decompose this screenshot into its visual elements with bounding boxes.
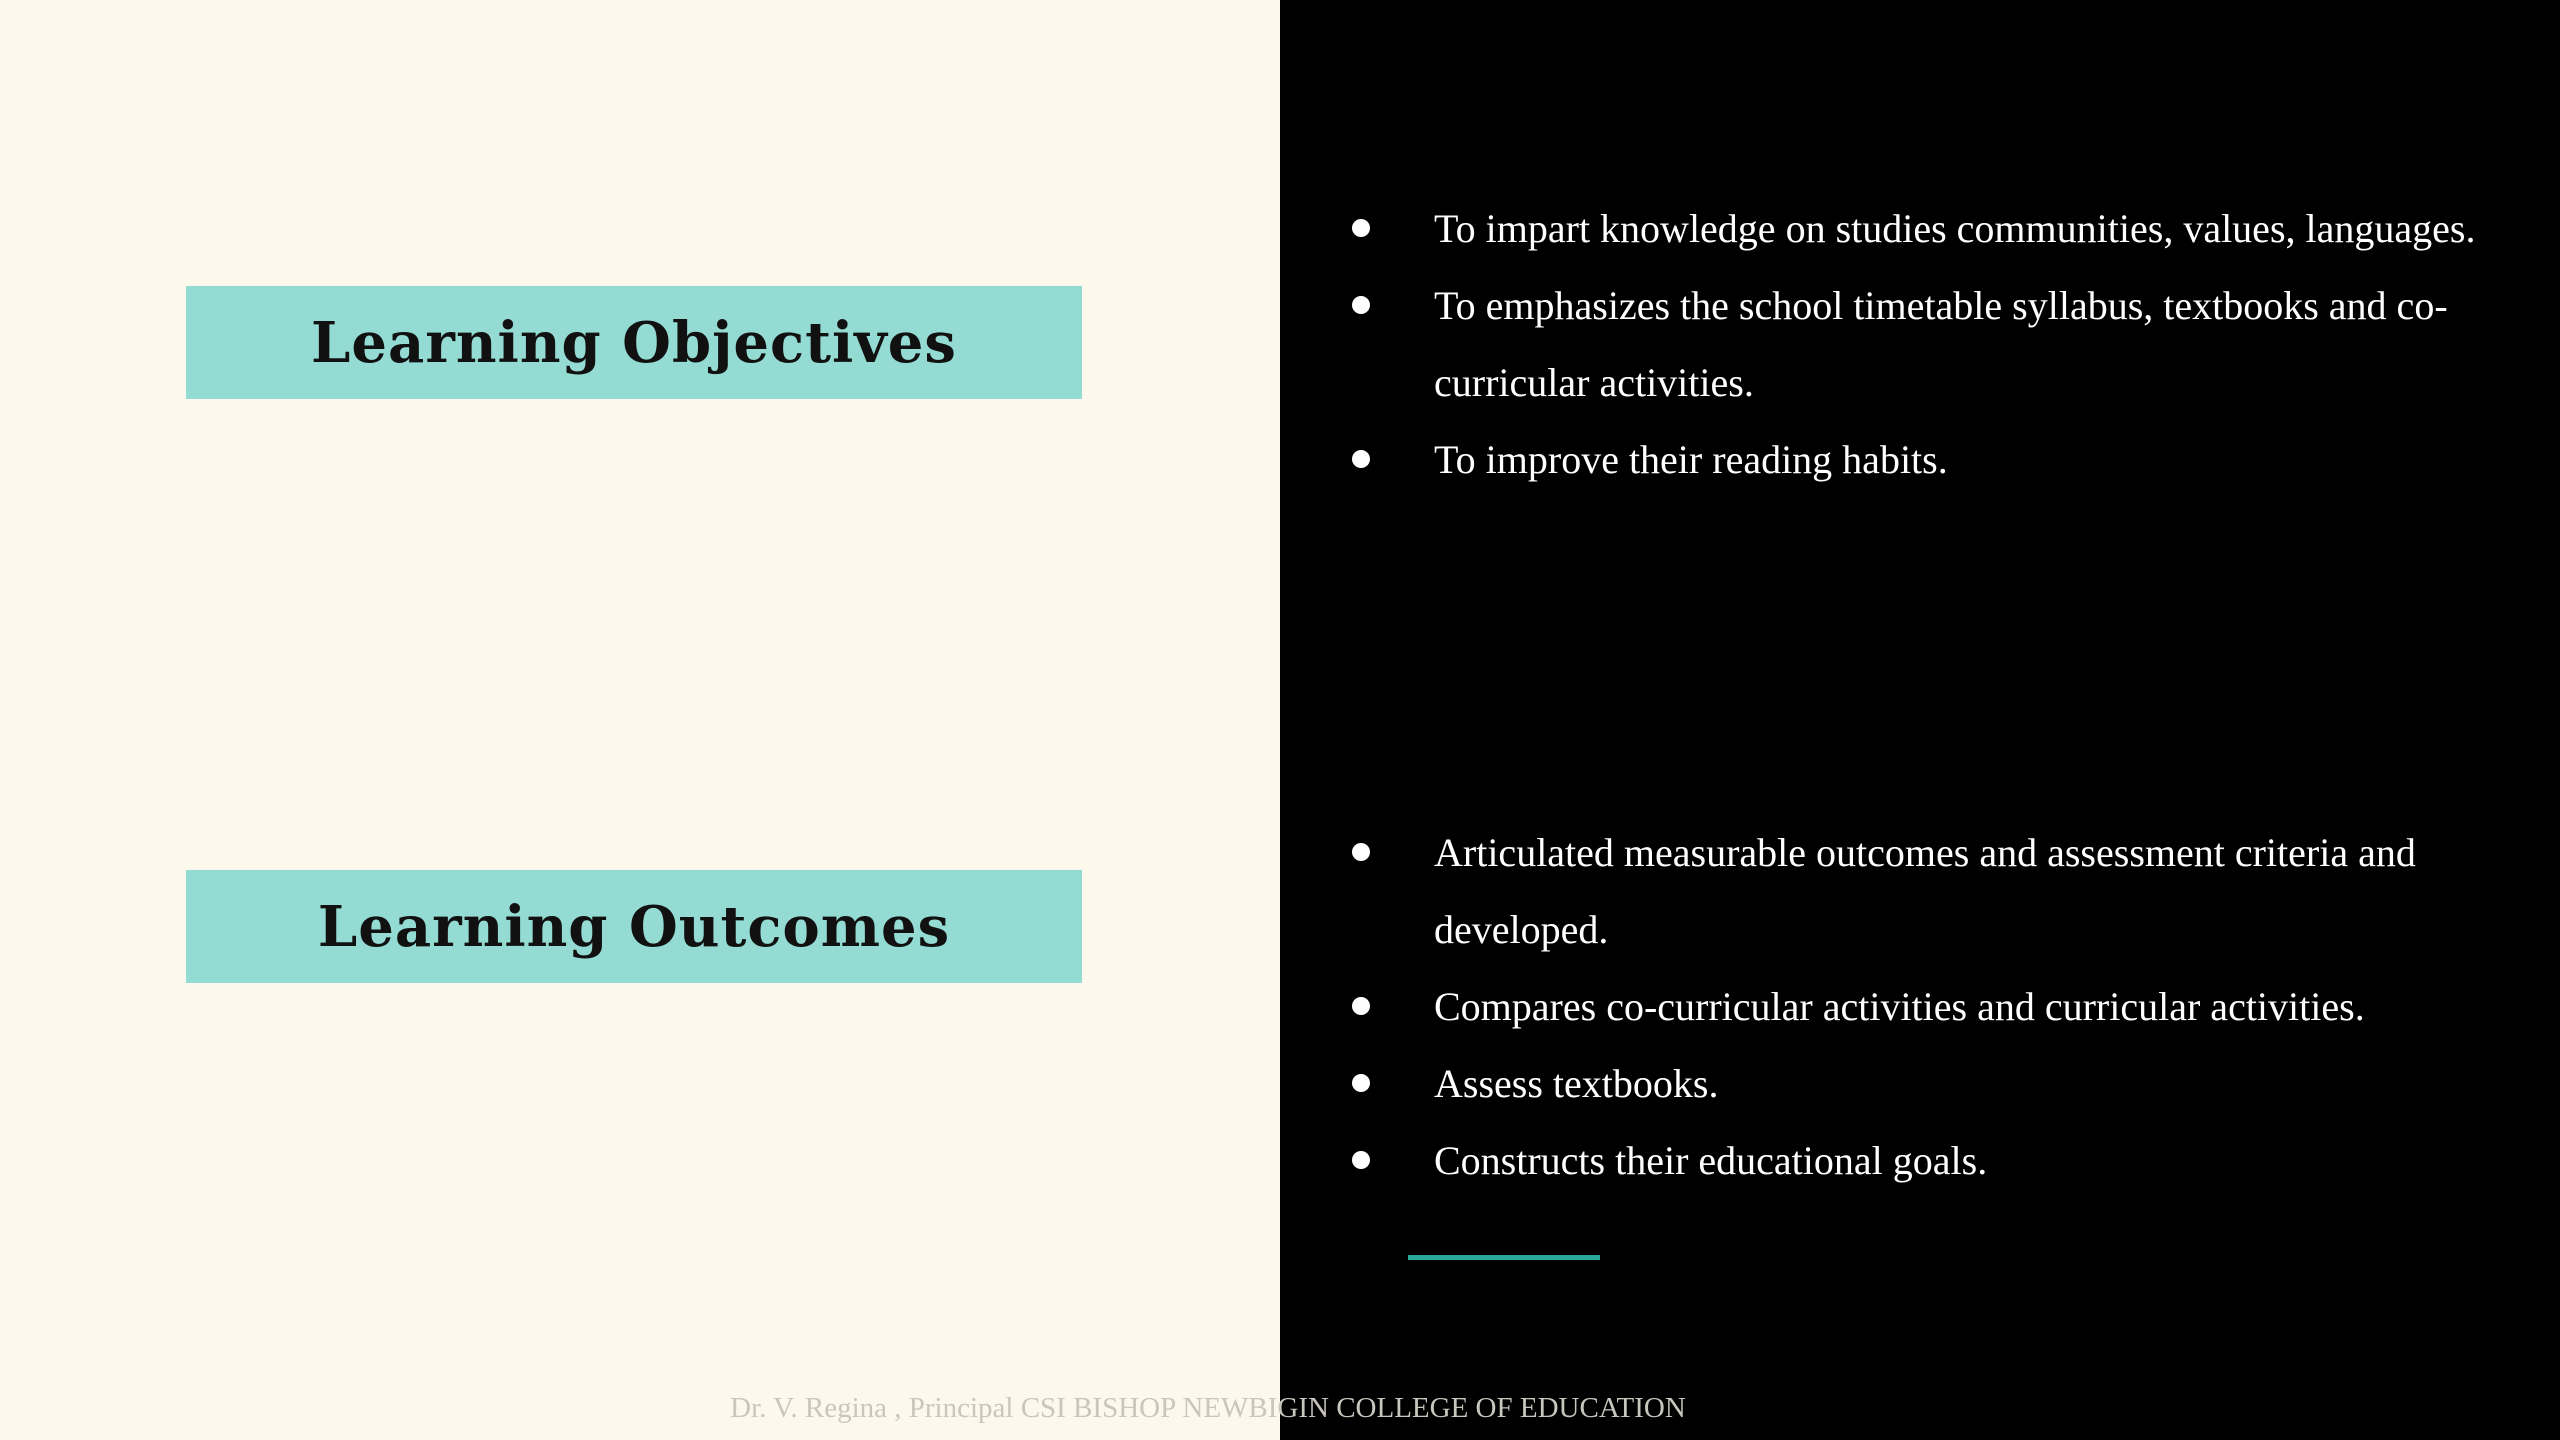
outcome-item — [1352, 1045, 2522, 1122]
bullet-icon — [1352, 296, 1370, 314]
outcome-item — [1352, 968, 2522, 1045]
accent-divider-line — [1408, 1255, 1600, 1260]
bullet-icon — [1352, 219, 1370, 237]
objective-text: To impart knowledge on studies communities, values, languages. — [1434, 206, 2476, 251]
objective-text: To improve their reading habits. — [1434, 437, 1948, 482]
outcome-text: Articulated measurable outcomes and assessment criteria and developed. — [1434, 830, 2416, 952]
objectives-list — [1352, 190, 2522, 498]
objective-item — [1352, 190, 2522, 267]
learning-objectives-heading-box — [186, 286, 1082, 399]
outcome-item — [1352, 1122, 2522, 1199]
outcomes-list — [1352, 814, 2522, 1199]
learning-outcomes-title: Learning Outcomes — [317, 893, 951, 960]
bullet-icon — [1352, 1074, 1370, 1092]
bullet-icon — [1352, 843, 1370, 861]
objective-text: To emphasizes the school timetable syllabus, textbooks and co-curricular activities. — [1434, 283, 2448, 405]
learning-objectives-title: Learning Objectives — [311, 309, 957, 376]
learning-outcomes-heading-box — [186, 870, 1082, 983]
bullet-icon — [1352, 1151, 1370, 1169]
outcome-text: Assess textbooks. — [1434, 1061, 1719, 1106]
objective-item — [1352, 421, 2522, 498]
objective-item — [1352, 267, 2522, 421]
outcome-text: Constructs their educational goals. — [1434, 1138, 1988, 1183]
bullet-icon — [1352, 450, 1370, 468]
outcome-text: Compares co-curricular activities and curricular activities. — [1434, 984, 2365, 1029]
bullet-icon — [1352, 997, 1370, 1015]
footer-credit: Dr. V. Regina , Principal CSI BISHOP NEWBIGIN COLLEGE OF EDUCATION — [730, 1392, 1686, 1424]
outcome-item — [1352, 814, 2522, 968]
